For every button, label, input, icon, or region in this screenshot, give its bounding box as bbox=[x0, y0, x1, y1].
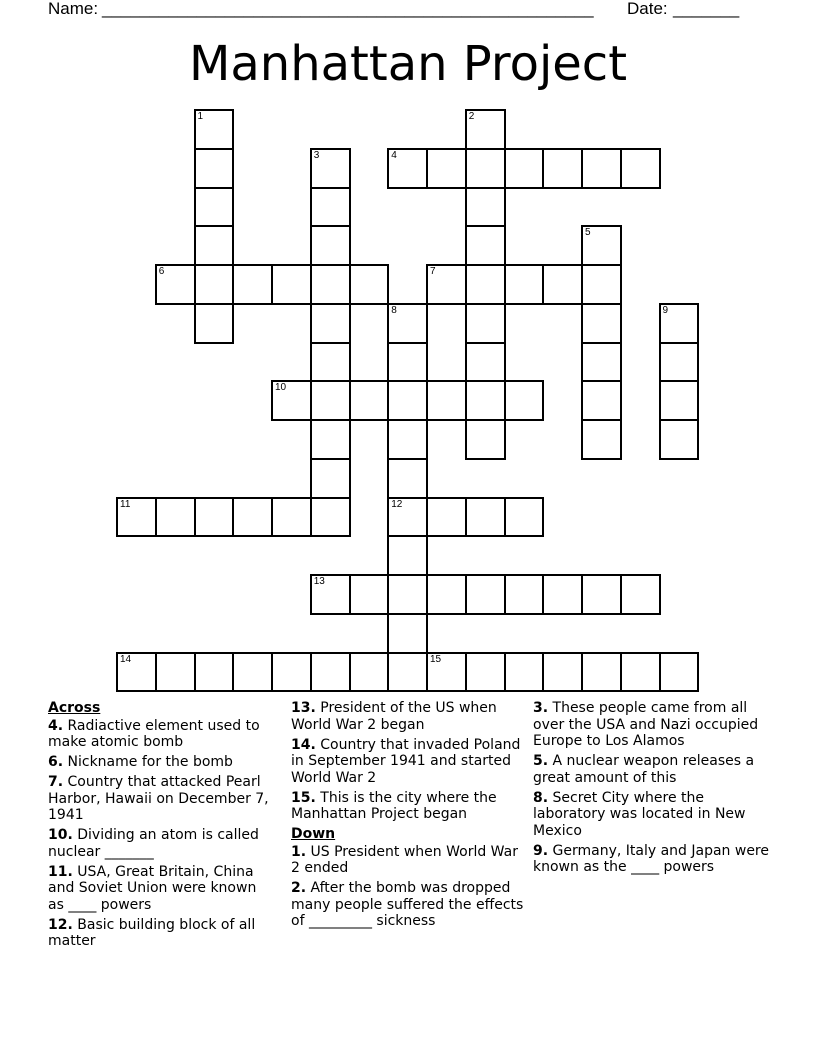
grid-cell[interactable] bbox=[194, 225, 235, 266]
clue-number: 12. bbox=[48, 916, 73, 933]
clue-text: US President when World War 2 ended bbox=[291, 843, 518, 876]
clue-item bbox=[533, 753, 773, 786]
clue-number: 4. bbox=[48, 717, 64, 734]
clue-text: Nickname for the bomb bbox=[67, 754, 233, 770]
grid-cell[interactable] bbox=[310, 187, 351, 228]
clue-item bbox=[48, 917, 276, 950]
grid-cell[interactable] bbox=[155, 264, 196, 305]
clue-item bbox=[48, 774, 276, 824]
grid-cell[interactable] bbox=[581, 419, 622, 460]
grid-cell[interactable] bbox=[310, 652, 351, 693]
grid-cell[interactable] bbox=[310, 264, 351, 305]
clue-text: USA, Great Britain, China and Soviet Union were known as ____ powers bbox=[48, 863, 257, 913]
grid-cell[interactable] bbox=[310, 303, 351, 344]
grid-cell[interactable] bbox=[465, 497, 506, 538]
clue-number: 10. bbox=[48, 827, 73, 843]
clue-item bbox=[533, 700, 773, 750]
grid-cell[interactable] bbox=[581, 303, 622, 344]
clue-number: 14. bbox=[291, 736, 316, 753]
grid-cell[interactable] bbox=[271, 380, 312, 421]
clue-item bbox=[48, 754, 276, 771]
grid-cell[interactable] bbox=[504, 380, 545, 421]
cell-number: 4 bbox=[391, 149, 397, 161]
grid-cell[interactable] bbox=[465, 419, 506, 460]
clue-text: Secret City where the laboratory was located in New Mexico bbox=[533, 789, 746, 839]
grid-cell[interactable] bbox=[659, 652, 700, 693]
grid-cell[interactable] bbox=[271, 652, 312, 693]
down-heading: Down bbox=[291, 826, 336, 842]
clue-number: 13. bbox=[291, 700, 316, 716]
clue-number: 8. bbox=[533, 789, 549, 806]
clue-text: After the bomb was dropped many people suffered the effects of _________ sickness bbox=[291, 880, 524, 929]
across-heading: Across bbox=[48, 700, 101, 716]
grid-cell[interactable] bbox=[194, 148, 235, 189]
clue-number: 1. bbox=[291, 843, 307, 860]
grid-cell[interactable] bbox=[310, 497, 351, 538]
grid-cell[interactable] bbox=[232, 497, 273, 538]
grid-cell[interactable] bbox=[465, 187, 506, 228]
cell-number: 10 bbox=[275, 382, 287, 394]
grid-cell[interactable] bbox=[465, 652, 506, 693]
page-title: Manhattan Project bbox=[188, 36, 628, 92]
clue-item bbox=[533, 843, 773, 876]
grid-cell[interactable] bbox=[155, 652, 196, 693]
grid-cell[interactable] bbox=[349, 264, 390, 305]
cell-number: 6 bbox=[158, 266, 165, 277]
clues-column-3 bbox=[533, 700, 773, 879]
grid-cell[interactable] bbox=[387, 380, 428, 421]
clue-item bbox=[48, 827, 276, 860]
grid-cell[interactable] bbox=[387, 148, 428, 189]
grid-cell[interactable] bbox=[232, 264, 273, 305]
grid-cell[interactable] bbox=[659, 380, 700, 421]
grid-cell[interactable] bbox=[620, 652, 661, 693]
grid-cell[interactable] bbox=[465, 264, 506, 305]
grid-cell[interactable] bbox=[581, 264, 622, 305]
clue-number: 15. bbox=[291, 789, 316, 806]
clue-item bbox=[533, 790, 773, 840]
grid-cell[interactable] bbox=[581, 380, 622, 421]
grid-cell[interactable] bbox=[194, 187, 235, 228]
grid-cell[interactable] bbox=[387, 458, 428, 499]
grid-cell[interactable] bbox=[349, 380, 390, 421]
grid-cell[interactable] bbox=[116, 497, 157, 538]
clue-text: A nuclear weapon releases a great amount of this bbox=[533, 753, 755, 786]
grid-cell[interactable] bbox=[542, 574, 583, 615]
grid-cell[interactable] bbox=[465, 342, 506, 383]
grid-cell[interactable] bbox=[659, 303, 700, 344]
clue-number: 6. bbox=[48, 754, 64, 770]
grid-cell[interactable] bbox=[426, 574, 467, 615]
cell-number: 12 bbox=[391, 498, 403, 510]
grid-cell[interactable] bbox=[426, 652, 467, 693]
clue-text: These people came from all over the USA and Nazi occupied Europe to Los Alamos bbox=[533, 700, 759, 749]
grid-cell[interactable] bbox=[659, 419, 700, 460]
grid-cell[interactable] bbox=[620, 574, 661, 615]
clue-item bbox=[48, 864, 276, 914]
grid-cell[interactable] bbox=[504, 574, 545, 615]
name-label: Name: bbox=[48, 0, 103, 18]
clue-item bbox=[291, 737, 525, 787]
cell-number: 11 bbox=[120, 498, 131, 510]
cell-number: 2 bbox=[468, 111, 475, 122]
clue-text: This is the city where the Manhattan Project began bbox=[291, 789, 497, 822]
clue-text: Germany, Italy and Japan were known as the ____ powers bbox=[533, 842, 769, 875]
grid-cell[interactable] bbox=[387, 574, 428, 615]
grid-cell[interactable] bbox=[310, 148, 351, 189]
clue-text: Basic building block of all matter bbox=[48, 916, 256, 949]
clues-section bbox=[0, 700, 816, 1000]
grid-cell[interactable] bbox=[426, 148, 467, 189]
grid-cell[interactable] bbox=[465, 303, 506, 344]
grid-cell[interactable] bbox=[659, 342, 700, 383]
clue-item bbox=[291, 700, 525, 733]
grid-cell[interactable] bbox=[194, 303, 235, 344]
grid-cell[interactable] bbox=[232, 652, 273, 693]
grid-cell[interactable] bbox=[465, 574, 506, 615]
grid-cell[interactable] bbox=[271, 264, 312, 305]
cell-number: 7 bbox=[430, 266, 436, 277]
clue-number: 5. bbox=[533, 753, 549, 769]
cell-number: 5 bbox=[585, 227, 591, 239]
grid-cell[interactable] bbox=[620, 148, 661, 189]
name-blank[interactable]: ____________________________________________________ bbox=[102, 0, 594, 18]
grid-cell[interactable] bbox=[426, 264, 467, 305]
clue-text: Radiactive element used to make atomic bomb bbox=[48, 717, 260, 750]
date-label: Date: bbox=[627, 0, 673, 18]
grid-cell[interactable] bbox=[581, 148, 622, 189]
cell-number: 15 bbox=[430, 653, 442, 665]
grid-cell[interactable] bbox=[387, 535, 428, 576]
grid-cell[interactable] bbox=[581, 225, 622, 266]
clues-column-1 bbox=[48, 700, 276, 953]
cell-number: 1 bbox=[197, 111, 204, 122]
clue-text: President of the US when World War 2 began bbox=[291, 700, 497, 733]
clue-text: Dividing an atom is called nuclear _______ bbox=[48, 827, 259, 860]
clue-item bbox=[291, 790, 525, 823]
grid-cell[interactable] bbox=[349, 574, 390, 615]
clue-number: 2. bbox=[291, 880, 307, 896]
grid-cell[interactable] bbox=[387, 497, 428, 538]
grid-cell[interactable] bbox=[310, 458, 351, 499]
clue-item bbox=[291, 844, 525, 877]
grid-cell[interactable] bbox=[581, 652, 622, 693]
grid-cell[interactable] bbox=[465, 148, 506, 189]
grid-cell[interactable] bbox=[349, 652, 390, 693]
clue-text: Country that invaded Poland in September 1941 and started World War 2 bbox=[291, 736, 521, 786]
grid-cell[interactable] bbox=[387, 342, 428, 383]
grid-cell[interactable] bbox=[387, 303, 428, 344]
grid-cell[interactable] bbox=[194, 109, 235, 150]
grid-cell[interactable] bbox=[504, 264, 545, 305]
grid-cell[interactable] bbox=[194, 652, 235, 693]
grid-cell[interactable] bbox=[504, 148, 545, 189]
grid-cell[interactable] bbox=[465, 109, 506, 150]
grid-cell[interactable] bbox=[271, 497, 312, 538]
grid-cell[interactable] bbox=[310, 380, 351, 421]
clue-number: 3. bbox=[533, 700, 549, 716]
cell-number: 3 bbox=[313, 149, 320, 161]
grid-cell[interactable] bbox=[426, 380, 467, 421]
grid-cell[interactable] bbox=[426, 497, 467, 538]
clue-number: 7. bbox=[48, 774, 64, 790]
grid-cell[interactable] bbox=[465, 225, 506, 266]
grid-cell[interactable] bbox=[387, 652, 428, 693]
grid-cell[interactable] bbox=[116, 652, 157, 693]
clues-column-2 bbox=[291, 700, 525, 933]
grid-cell[interactable] bbox=[542, 652, 583, 693]
cell-number: 13 bbox=[313, 576, 325, 587]
cell-number: 14 bbox=[120, 653, 132, 665]
clue-text: Country that attacked Pearl Harbor, Hawaii on December 7, 1941 bbox=[48, 774, 269, 823]
grid-cell[interactable] bbox=[194, 264, 235, 305]
grid-cell[interactable] bbox=[310, 342, 351, 383]
grid-cell[interactable] bbox=[387, 613, 428, 654]
grid-cell[interactable] bbox=[310, 225, 351, 266]
date-blank[interactable]: _______ bbox=[673, 0, 740, 18]
cell-number: 9 bbox=[662, 304, 669, 316]
grid-cell[interactable] bbox=[504, 652, 545, 693]
grid-cell[interactable] bbox=[310, 419, 351, 460]
grid-cell[interactable] bbox=[465, 380, 506, 421]
grid-cell[interactable] bbox=[387, 419, 428, 460]
clue-item bbox=[291, 880, 525, 930]
clue-item bbox=[48, 718, 276, 751]
grid-cell[interactable] bbox=[504, 497, 545, 538]
grid-cell[interactable] bbox=[310, 574, 351, 615]
clue-number: 9. bbox=[533, 842, 549, 859]
grid-cell[interactable] bbox=[542, 264, 583, 305]
grid-cell[interactable] bbox=[155, 497, 196, 538]
grid-cell[interactable] bbox=[581, 342, 622, 383]
cell-number: 8 bbox=[391, 304, 397, 316]
grid-cell[interactable] bbox=[194, 497, 235, 538]
grid-cell[interactable] bbox=[542, 148, 583, 189]
clue-number: 11. bbox=[48, 863, 73, 880]
grid-cell[interactable] bbox=[581, 574, 622, 615]
